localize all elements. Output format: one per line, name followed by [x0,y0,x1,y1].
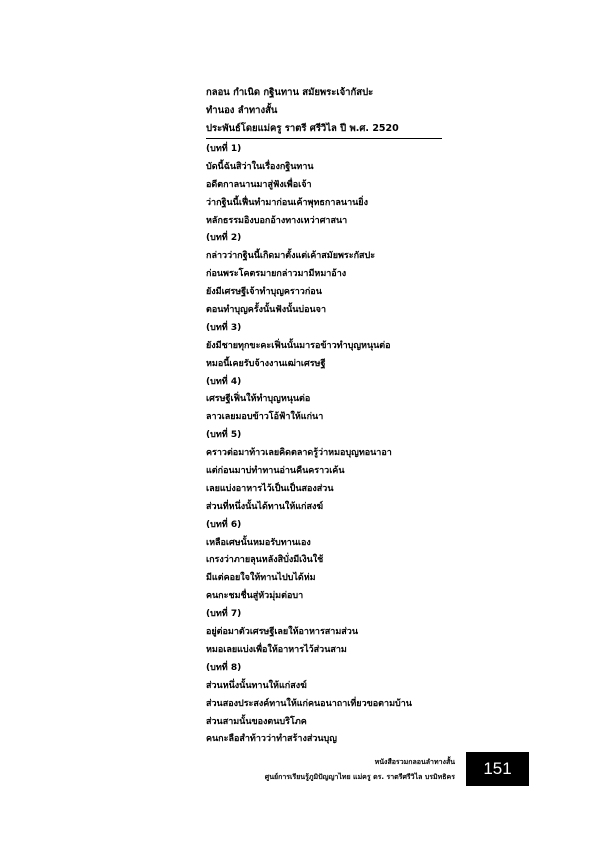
stanza-heading: (บทที่ 1) [206,144,242,154]
poem-line: กล่าวว่ากฐินนี้เกิดมาตั้งแต่เค้าสมัยพระกัสปะ [206,251,376,262]
footer-publisher: ศูนย์การเรียนรู้ภูมิปัญญาไทย แม่ครู ดร. ราตรีศรีวิไล บรมิทธิคร [264,773,455,781]
stanza-heading: (บทที่ 5) [206,430,242,441]
stanza-heading: (บทที่ 7) [206,609,242,620]
poem-melody: ทำนอง ลำทางสั้น [206,105,278,116]
poem-line: ยังมีชายทุกขะคะเฟิ่นนั้นมารอข้าวทำบุญหนุนต่อ [206,340,391,351]
poem-line: คราวต่อมาท้าวเลยคิดตลาดรู้ว่าหมอบุญทอนาอา [206,448,392,459]
poem-line: เศรษฐีเฟิ่นให้ทำบุญหนุนต่อ [206,394,311,405]
poem-line: อยู่ต่อมาตัวเศรษฐีเลยให้อาหารสามส่วน [206,627,358,638]
poem-line: เลยแบ่งอาหารไว้เป็นเป็นสองส่วน [206,483,334,494]
page-number: 151 [466,752,529,786]
poem-header [206,84,446,138]
poem-line: ก่อนพระโคตรมายกล่าวมามีหมาอ้าง [206,269,347,280]
poem-line: มีแต่คอยใจให้ทานไปบได้ห่ม [206,573,316,584]
poem-line: คนกะชมชื่นสู่หัวมุ่มต่อบา [206,591,304,602]
stanza-heading: (บทที่ 6) [206,519,242,530]
stanza-heading: (บทที่ 4) [206,376,242,387]
poem-line: ตอนทำบุญครั้งนั้นฟังนั้นบ่อนจา [206,305,326,316]
poem-title: กลอน กำเนิด กฐินทาน สมัยพระเจ้ากัสปะ [206,87,374,98]
poem-line: หมอเลยแบ่งเพื่อให้อาหารไว้ส่วนสาม [206,644,347,655]
poem-line: หลักธรรมอิงบอกอ้างทางเหว่าศาสนา [206,215,348,226]
stanza-heading: (บทที่ 8) [206,662,242,673]
header-divider [206,138,442,139]
poem-line: ลาวเลยมอบข้าวโอ้ฟ้าให้แก่นา [206,412,324,423]
poem-line: เกรงว่าภายลุนหลังสิบั่งมีเงินใช้ [206,555,324,566]
poem-line: ส่วนสามนั้นของตนบริโภค [206,716,307,727]
poem-author: ประพันธ์โดยแม่ครู ราตรี ศรีวิไล ปี พ.ศ. 2520 [206,123,399,134]
poem-line: ส่วนที่หนึ่งนั้นได้ทานให้แก่สงฆ์ [206,501,324,512]
poem-line: อดีตกาลนานมาสู่ฟังเพื่อเจ้า [206,179,312,190]
stanza-heading: (บทที่ 3) [206,322,242,333]
poem-line: ว่ากฐินนี้เฟื่นทำมาก่อนเค้าพุทธกาลนานยิ่ง [206,197,368,208]
poem-body [206,141,456,749]
poem-line: ส่วนหนึ่งนั้นทานให้แก่สงฆ์ [206,680,307,691]
poem-line: ส่วนสองประสงค์ทานให้แก่คนอนาถาเที่ยวขอตามบ้าน [206,698,412,709]
stanza-heading: (บทที่ 2) [206,233,242,244]
poem-line: บัดนี้ฉันสิว่าในเรื่องกฐินทาน [206,161,314,172]
footer-book-title: หนังสือรวมกลอนลำทางสั้น [374,758,455,766]
poem-line: คนกะลือสำท้าวว่าทำสร้างส่วนบุญ [206,734,337,745]
poem-line: เหลือเศษนั้นหมอรับทานเอง [206,537,311,548]
poem-line: หมอนี้เคยรับจ้างงานเฒ่าเศรษฐี [206,358,326,369]
poem-line: ยังมีเศรษฐีเจ้าทำบุญคราวก่อน [206,287,322,298]
poem-line: แต่ก่อนมาบ่ทำทานอ่านคืนคราวเค้น [206,466,345,477]
